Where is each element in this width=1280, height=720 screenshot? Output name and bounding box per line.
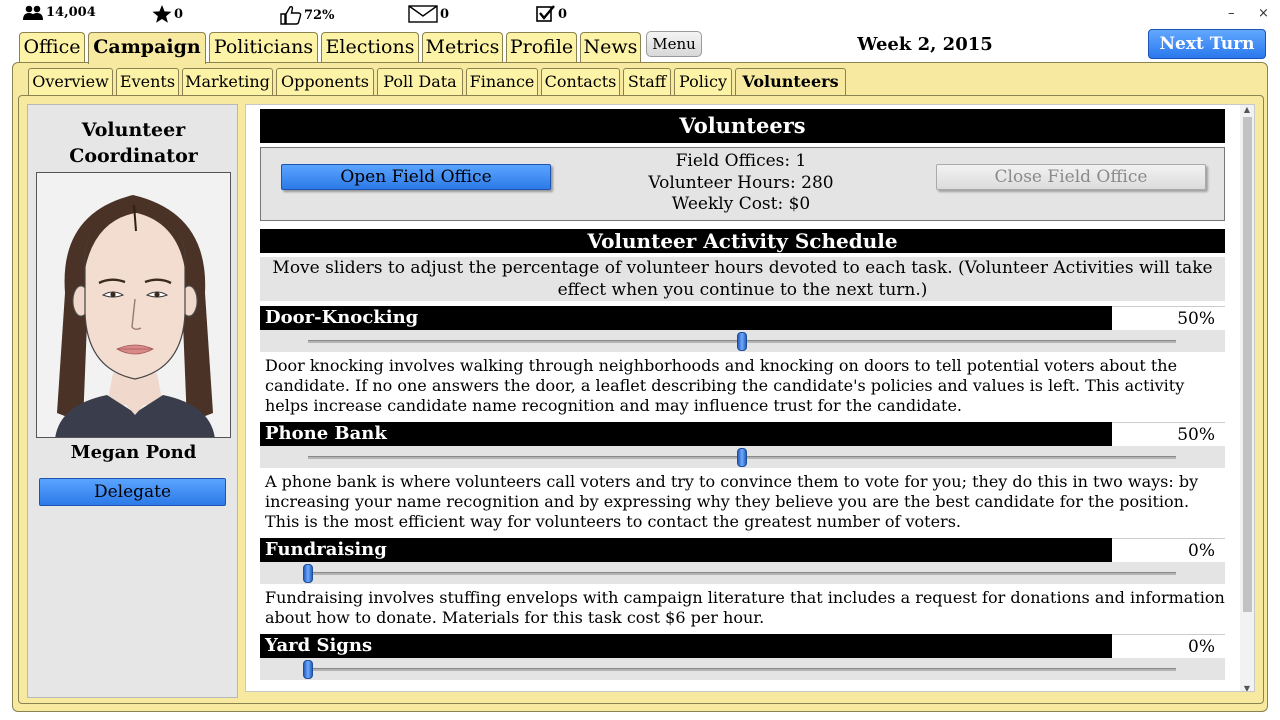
scroll-up-arrow-icon[interactable]: ▲: [1243, 105, 1251, 114]
field-office-stats: [591, 151, 891, 216]
stars-count: 0: [174, 6, 184, 22]
scrollbar-thumb[interactable]: [1243, 117, 1252, 612]
tab-office[interactable]: Office: [19, 32, 85, 62]
tasks-count: 0: [558, 6, 568, 22]
open-field-office-button[interactable]: Open Field Office: [281, 164, 551, 190]
tab-profile[interactable]: Profile: [506, 32, 577, 62]
activity-percent: 0%: [1112, 634, 1225, 658]
activity-description: Fundraising involves stuffing envelops with campaign literature that includes a request for donations and information about how to donate. Materials for this task cost $6 per hour.: [260, 585, 1225, 631]
checkbox-icon: [536, 5, 556, 23]
slider-track: [308, 668, 1176, 671]
activity-description: [260, 681, 1225, 692]
subtab-marketing[interactable]: Marketing: [182, 68, 273, 95]
slider-track: [308, 572, 1176, 575]
activity-slider[interactable]: [260, 658, 1225, 680]
close-field-office-button[interactable]: Close Field Office: [936, 164, 1206, 190]
coordinator-portrait: [36, 172, 231, 438]
delegate-button[interactable]: Delegate: [39, 478, 226, 506]
activity-slider[interactable]: [260, 446, 1225, 468]
subtab-contacts[interactable]: Contacts: [541, 68, 620, 95]
tab-elections[interactable]: Elections: [321, 32, 419, 62]
messages-count: 0: [440, 6, 450, 22]
minimize-button[interactable]: –: [1228, 6, 1235, 21]
week-label: Week 2, 2015: [857, 34, 993, 55]
volunteers-header: Volunteers: [260, 109, 1225, 143]
menu-button[interactable]: Menu: [646, 31, 702, 57]
approval-stat[interactable]: [280, 5, 334, 25]
schedule-header: Volunteer Activity Schedule: [260, 229, 1225, 253]
activity-title: Phone Bank: [260, 422, 1112, 446]
slider-thumb[interactable]: [737, 448, 747, 467]
slider-thumb[interactable]: [737, 332, 747, 351]
activity-percent: 50%: [1112, 306, 1225, 330]
coordinator-panel: [27, 104, 238, 698]
subtab-finance[interactable]: Finance: [466, 68, 538, 95]
slider-thumb[interactable]: [303, 564, 313, 583]
tasks-stat[interactable]: [536, 5, 567, 23]
subtab-opponents[interactable]: Opponents: [276, 68, 374, 95]
thumbs-up-icon: [280, 5, 302, 25]
activity-title: Yard Signs: [260, 634, 1112, 658]
coordinator-title: Volunteer Coordinator: [69, 119, 198, 167]
volunteer-hours: Volunteer Hours: 280: [648, 172, 834, 193]
activity-slider[interactable]: [260, 562, 1225, 584]
subtab-events[interactable]: Events: [116, 68, 179, 95]
people-icon: [22, 5, 44, 20]
scroll-down-arrow-icon[interactable]: ▼: [1243, 684, 1251, 692]
activity-description: Door knocking involves walking through neighborhoods and knocking on doors to tell potential voters about the candidate. If no one answers the door, a leaflet describing the candidate's policies and values is left. This activity helps increase candidate name recognition and may influence trust for the candidate.: [260, 353, 1225, 419]
activity-slider[interactable]: [260, 330, 1225, 352]
next-turn-button[interactable]: Next Turn: [1148, 29, 1266, 59]
activity-percent: 0%: [1112, 538, 1225, 562]
supporters-count: 14,004: [46, 5, 96, 20]
slider-thumb[interactable]: [303, 660, 313, 679]
status-bar: [0, 0, 1280, 28]
field-offices-count: Field Offices: 1: [675, 151, 807, 171]
approval-value: 72%: [304, 7, 335, 23]
vertical-scrollbar[interactable]: [1240, 105, 1254, 692]
tab-metrics[interactable]: Metrics: [422, 32, 503, 62]
tab-campaign[interactable]: Campaign: [88, 32, 206, 64]
subtab-poll-data[interactable]: Poll Data: [377, 68, 463, 95]
activity-percent: 50%: [1112, 422, 1225, 446]
messages-stat[interactable]: [408, 5, 449, 23]
subtab-policy[interactable]: Policy: [674, 68, 732, 95]
envelope-icon: [408, 5, 438, 23]
star-icon: [152, 5, 172, 23]
subtab-overview[interactable]: Overview: [28, 68, 113, 95]
weekly-cost: Weekly Cost: $0: [671, 194, 811, 214]
subtab-staff[interactable]: Staff: [623, 68, 671, 95]
tab-news[interactable]: News: [580, 32, 641, 62]
supporters-stat[interactable]: [22, 5, 96, 20]
activity-title: Door-Knocking: [260, 306, 1112, 330]
tab-politicians[interactable]: Politicians: [209, 32, 318, 62]
close-button[interactable]: ×: [1258, 6, 1269, 21]
activity-description: A phone bank is where volunteers call voters and try to convince them to vote for you; they do this in two ways: by increasing your name recognition and by expressing why they believe you are the best candidate for the position. This is the most efficient way for volunteers to contact the greatest number of voters.: [260, 469, 1225, 535]
subtab-volunteers[interactable]: Volunteers: [735, 68, 846, 97]
stars-stat[interactable]: [152, 5, 183, 23]
schedule-instructions: Move sliders to adjust the percentage of volunteer hours devoted to each task. (Volunteer Activities will take effect when you continue to the next turn.): [260, 257, 1225, 301]
field-office-box: [260, 147, 1225, 221]
coordinator-name: Megan Pond: [70, 442, 197, 463]
activity-title: Fundraising: [260, 538, 1112, 562]
volunteers-panel: [245, 104, 1255, 692]
